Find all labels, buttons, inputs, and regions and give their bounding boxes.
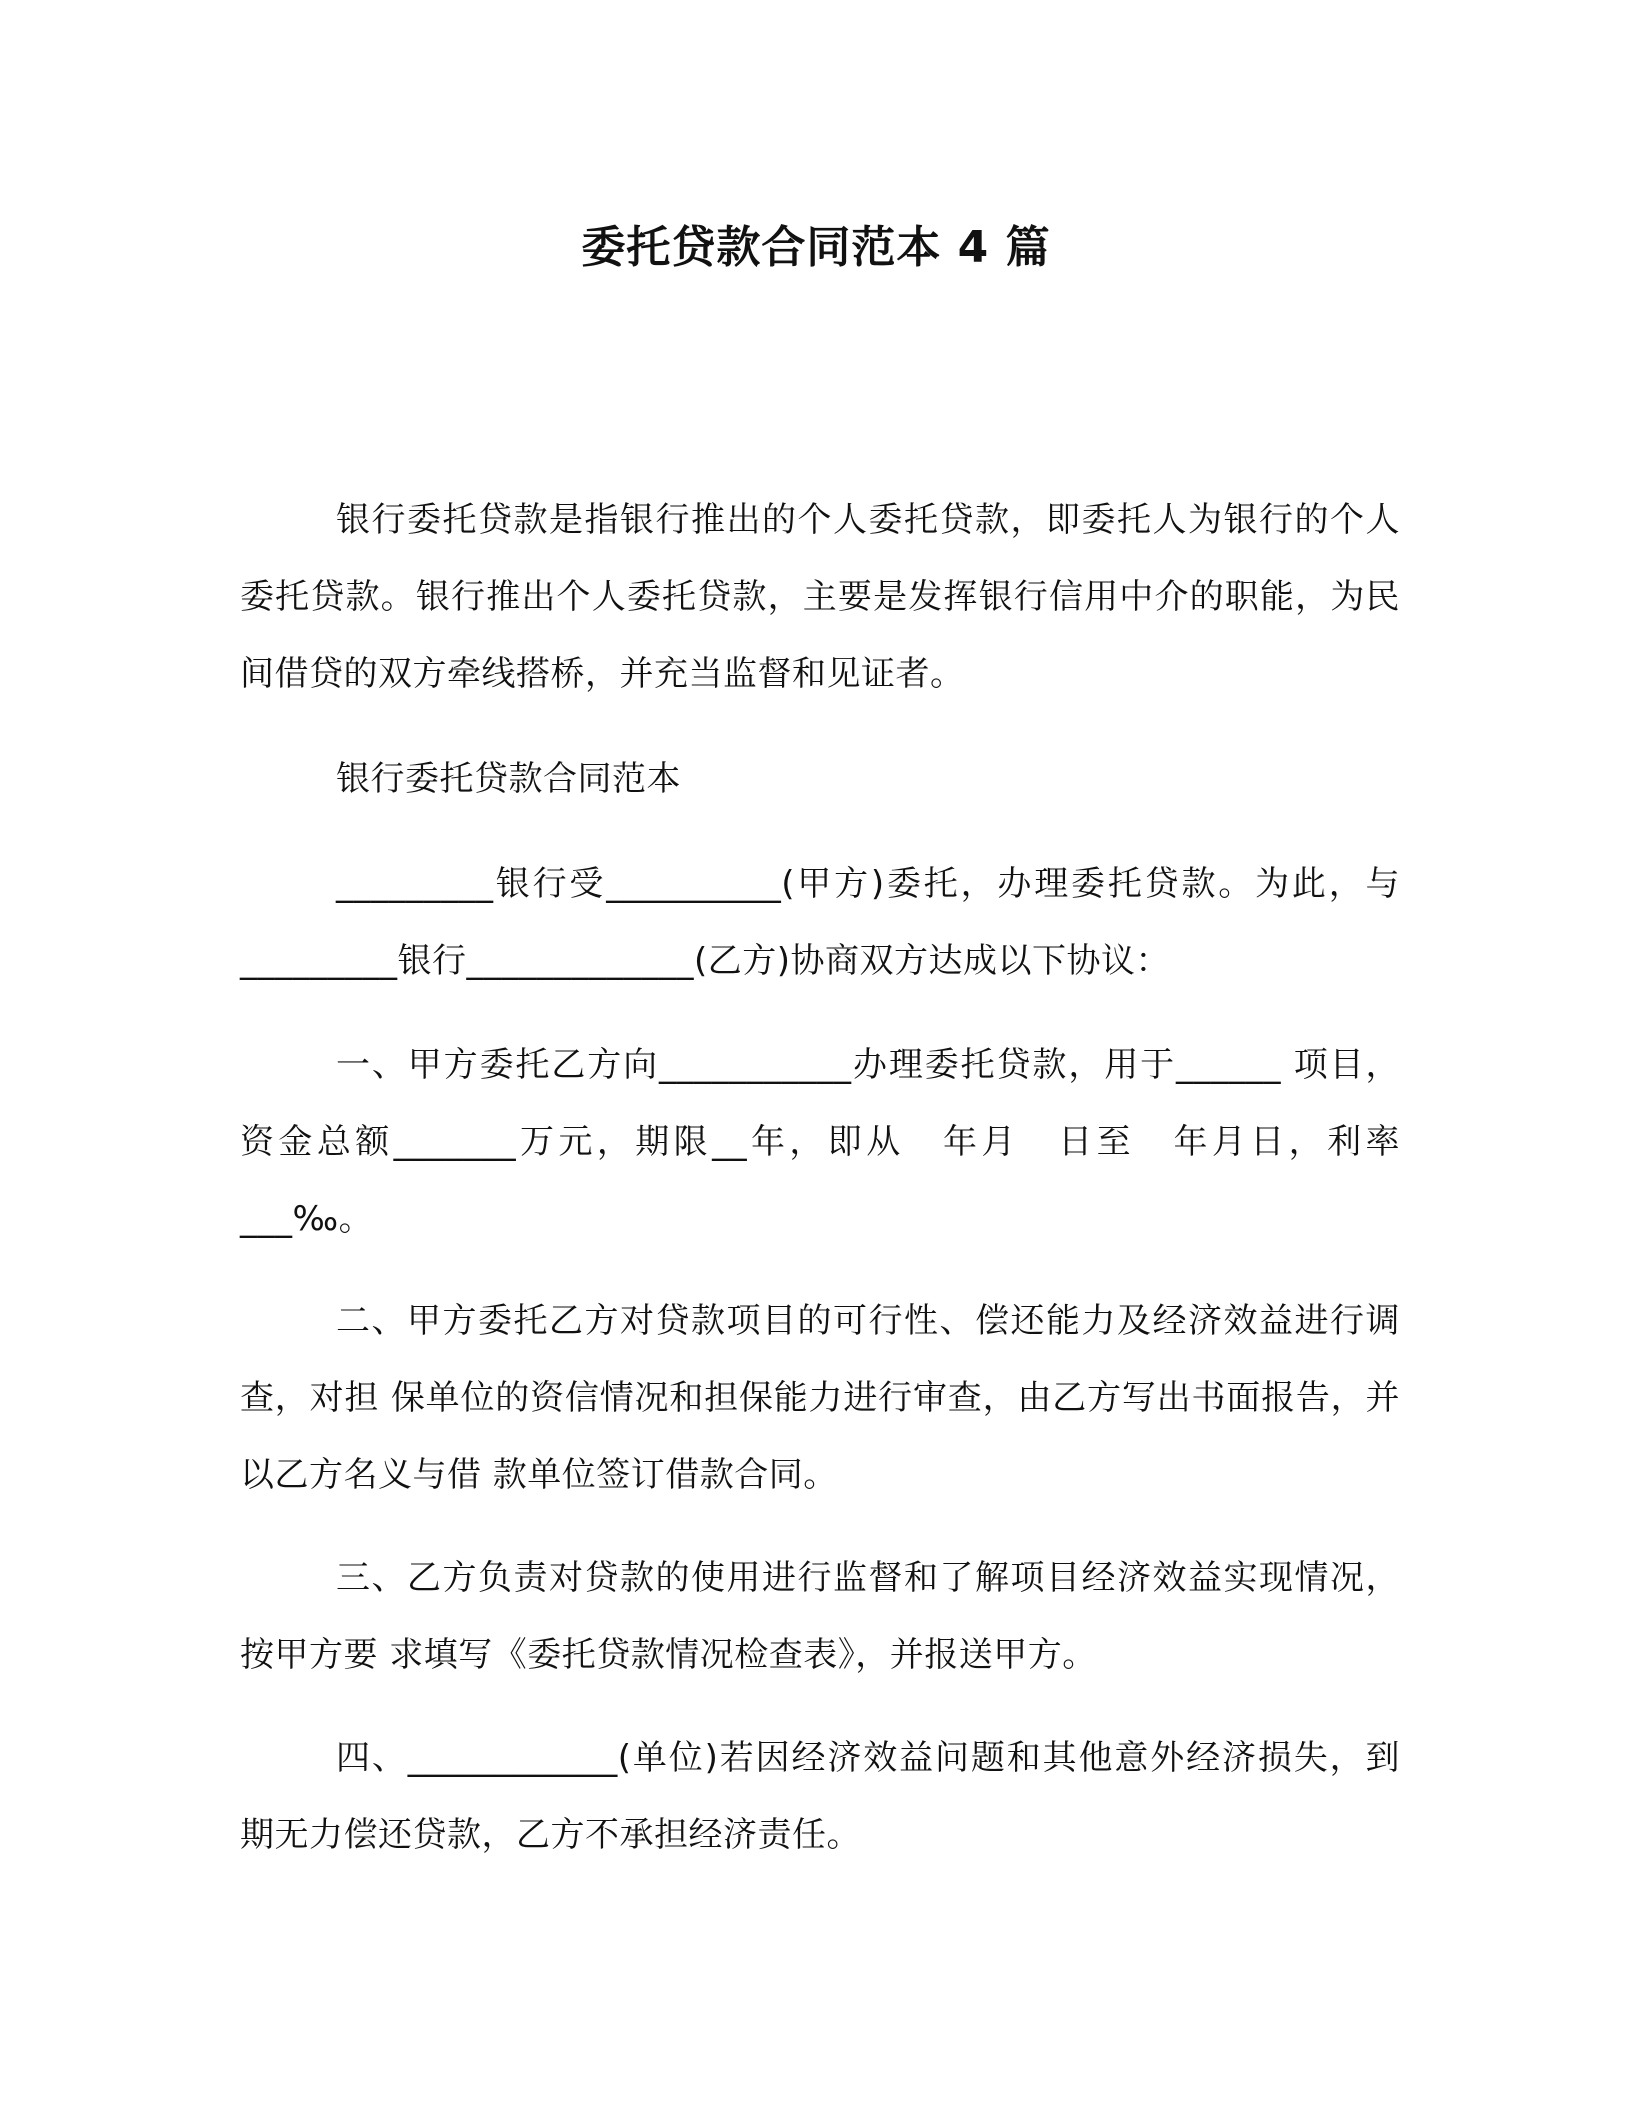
- clause-text: 三、乙方负责对贷款的使用进行监督和了解项目经济效益实现情况，按甲方要 求填写《委托贷款情况检查表》，并报送甲方。: [240, 1558, 1400, 1675]
- clause-4: [240, 1720, 1400, 1874]
- clause-2: [240, 1283, 1400, 1514]
- clause-3: [240, 1540, 1400, 1694]
- clause-text: 二、甲方委托乙方对贷款项目的可行性、偿还能力及经济效益进行调查，对担 保单位的资信情况和担保能力进行审查，由乙方写出书面报告，并以乙方名义与借 款单位签订借款合同。: [240, 1301, 1400, 1495]
- preamble-text: _________银行受__________(甲方)委托，办理委托贷款。为此，与 _________银行_____________(乙方)协商双方达成以下协议：: [240, 864, 1400, 981]
- preamble-paragraph: [240, 846, 1400, 1000]
- clause-text: 一、甲方委托乙方向___________办理委托贷款，用于______ 项目，资金总额_______万元，期限__年，即从 年月 日至 年月日，利率___‰。: [240, 1045, 1400, 1239]
- document-title: 委托贷款合同范本 4 篇: [581, 222, 1051, 273]
- intro-text: 银行委托贷款是指银行推出的个人委托贷款，即委托人为银行的个人委托贷款。银行推出个人委托贷款，主要是发挥银行信用中介的职能，为民间借贷的双方牵线搭桥，并充当监督和见证者。: [240, 500, 1400, 694]
- intro-paragraph: [240, 482, 1400, 713]
- section-heading-text: 银行委托贷款合同范本: [336, 759, 681, 799]
- section-heading: [240, 741, 1400, 818]
- clause-text: 四、____________(单位)若因经济效益问题和其他意外经济损失，到期无力偿还贷款，乙方不承担经济责任。: [240, 1738, 1400, 1855]
- clause-1: [240, 1027, 1400, 1258]
